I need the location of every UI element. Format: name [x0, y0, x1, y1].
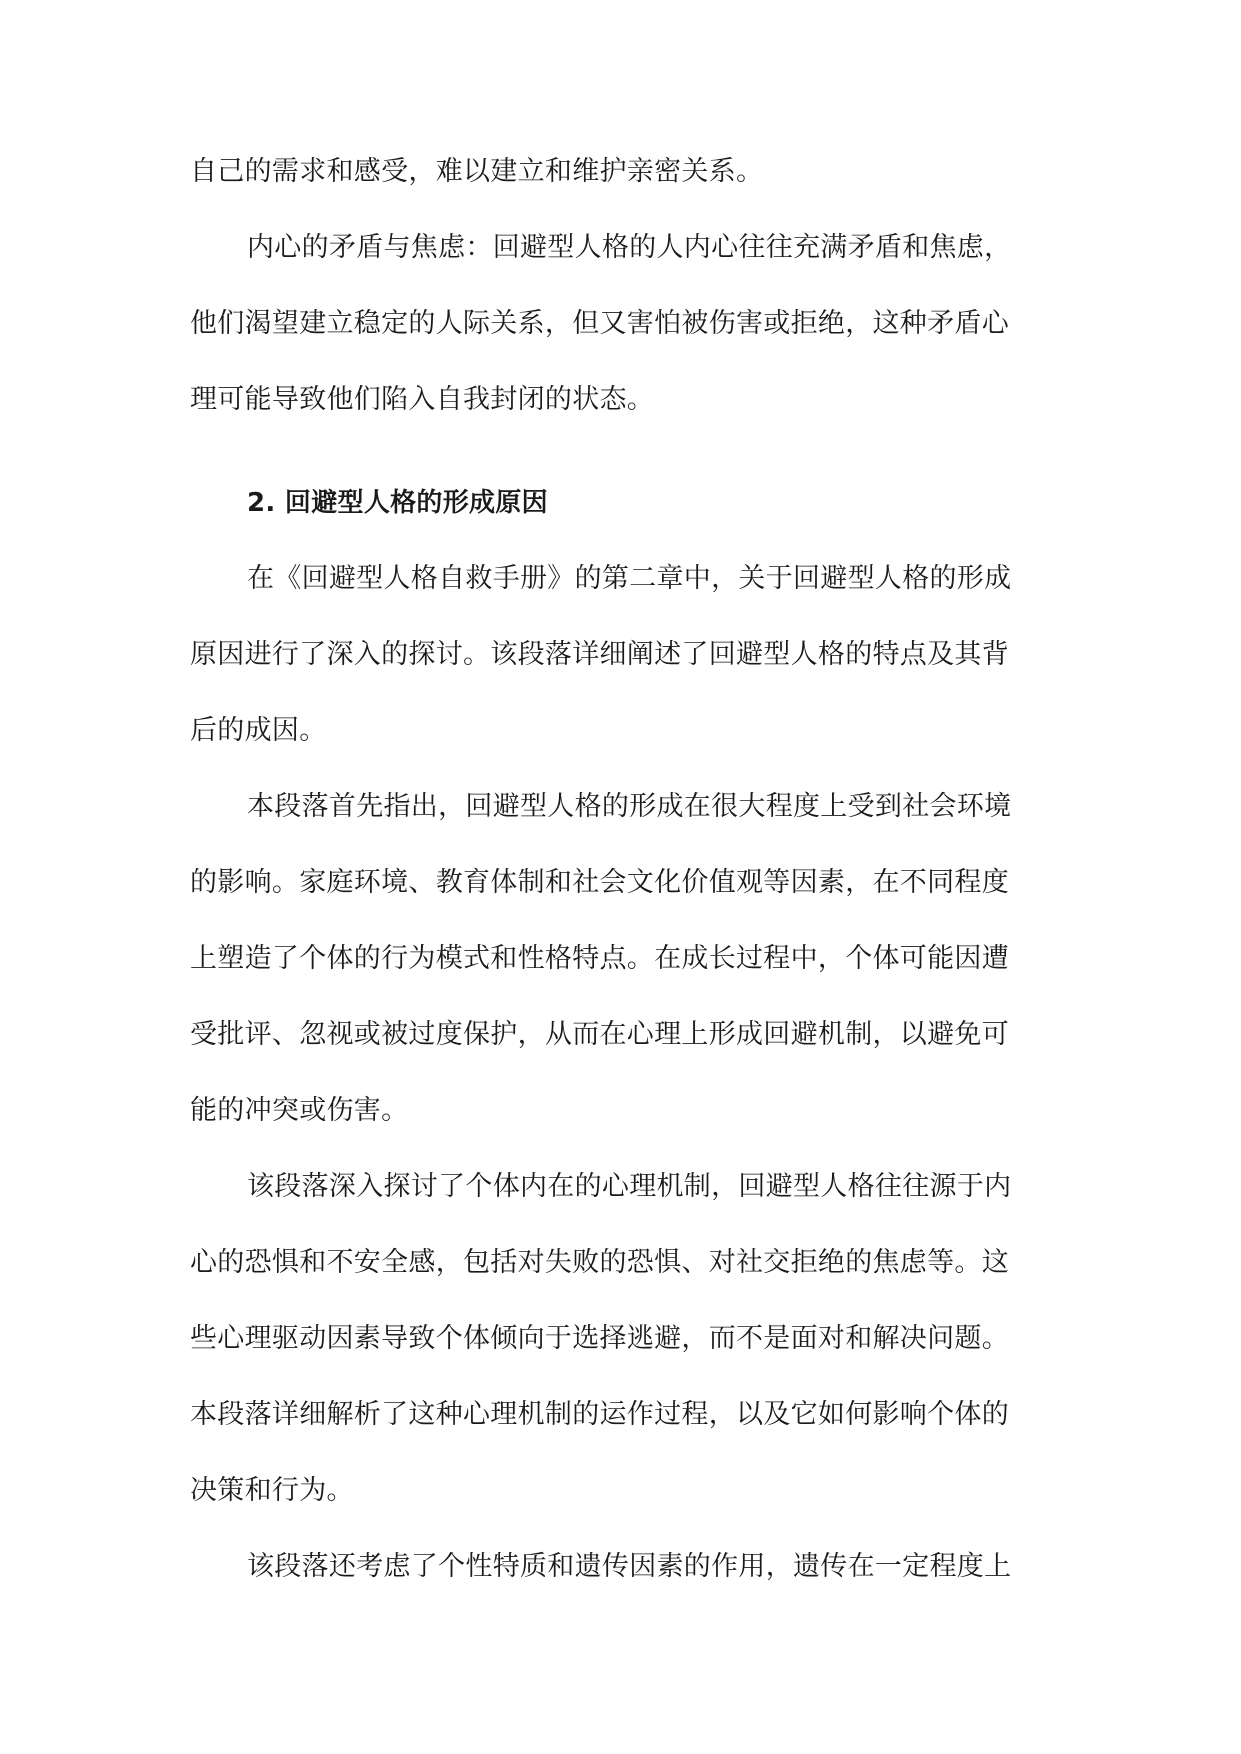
text-line: 原因进行了深入的探讨。该段落详细阐述了回避型人格的特点及其背	[190, 639, 1009, 670]
text-line: 能的冲突或伤害。	[190, 1095, 409, 1126]
text-line: 心的恐惧和不安全感，包括对失败的恐惧、对社交拒绝的焦虑等。这	[190, 1247, 1009, 1278]
text-line: 该段落深入探讨了个体内在的心理机制，回避型人格往往源于内	[247, 1171, 1012, 1202]
text-line: 受批评、忽视或被过度保护，从而在心理上形成回避机制，以避免可	[190, 1019, 1009, 1050]
text-line: 自己的需求和感受，难以建立和维护亲密关系。	[190, 156, 764, 187]
text-line: 些心理驱动因素导致个体倾向于选择逃避，而不是面对和解决问题。	[190, 1323, 1009, 1354]
text-line: 本段落首先指出，回避型人格的形成在很大程度上受到社会环境	[247, 791, 1012, 822]
text-line: 后的成因。	[190, 715, 327, 746]
text-line: 上塑造了个体的行为模式和性格特点。在成长过程中，个体可能因遭	[190, 943, 1009, 974]
text-line: 理可能导致他们陷入自我封闭的状态。	[190, 384, 655, 415]
section-heading: 2. 回避型人格的形成原因	[247, 488, 548, 518]
text-line: 决策和行为。	[190, 1475, 354, 1506]
text-line: 本段落详细解析了这种心理机制的运作过程，以及它如何影响个体的	[190, 1399, 1009, 1430]
text-line: 该段落还考虑了个性特质和遗传因素的作用，遗传在一定程度上	[247, 1551, 1012, 1582]
text-line: 他们渴望建立稳定的人际关系，但又害怕被伤害或拒绝，这种矛盾心	[190, 308, 1009, 339]
text-line: 在《回避型人格自救手册》的第二章中，关于回避型人格的形成	[247, 563, 1012, 594]
text-line: 内心的矛盾与焦虑：回避型人格的人内心往往充满矛盾和焦虑，	[247, 232, 1012, 263]
text-line: 的影响。家庭环境、教育体制和社会文化价值观等因素，在不同程度	[190, 867, 1009, 898]
